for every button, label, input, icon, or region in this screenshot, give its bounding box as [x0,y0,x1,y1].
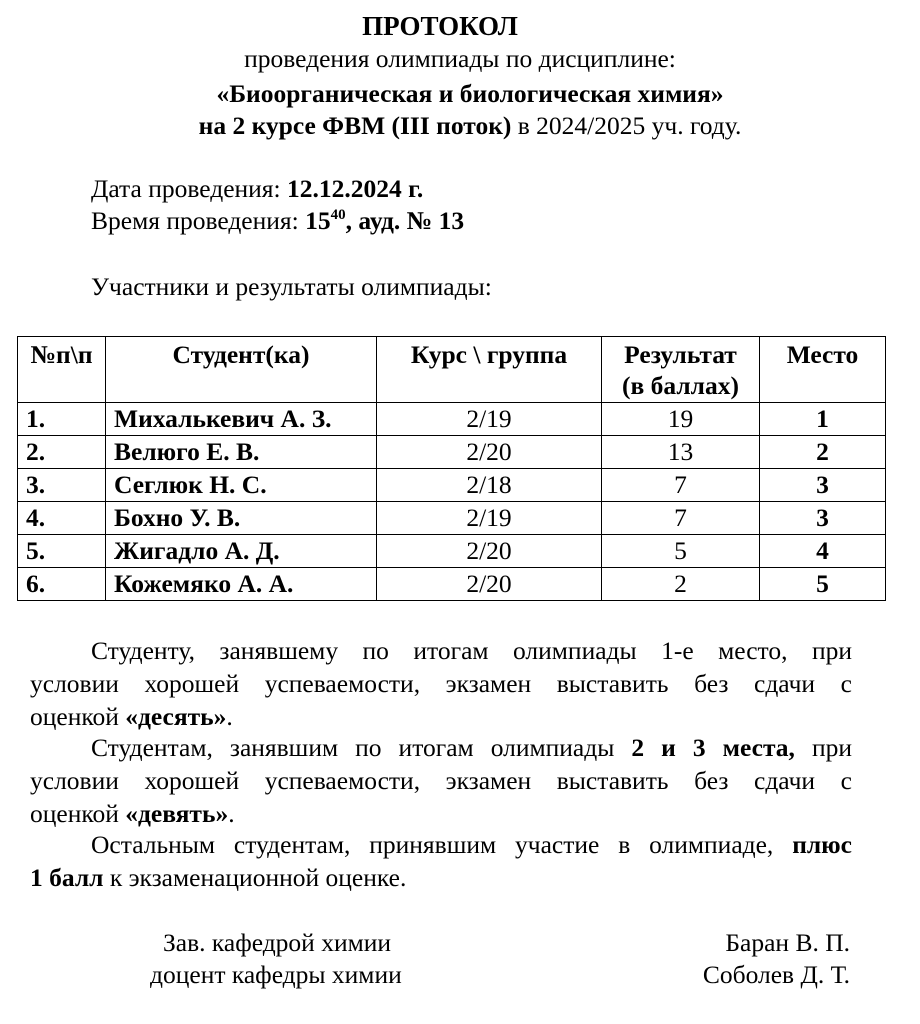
row-group: 2/19 [377,403,602,436]
row-student: Михалькевич А. З. [106,403,377,436]
document-subtitle: проведения олимпиады по дисциплине: [244,44,676,73]
table-row [18,469,886,502]
course-bold: на 2 курсе ФВМ (III поток) [198,111,512,140]
row-group: 2/20 [377,436,602,469]
paragraph-text: к экзаменационной оценке. [103,863,407,892]
row-score: 7 [602,502,760,535]
col-header-result-line2: (в баллах) [622,371,739,400]
row-place: 3 [760,469,886,502]
table-row [18,535,886,568]
row-score: 19 [602,403,760,436]
row-place: 2 [760,436,886,469]
date-label: Дата проведения: [91,174,287,203]
row-score: 5 [602,535,760,568]
time-hour: 15 [305,206,331,235]
time-label: Время проведения: [91,206,306,235]
row-score: 13 [602,436,760,469]
col-header-result-line1: Результат [624,340,737,369]
col-header-place: Место [760,337,886,403]
document-title: ПРОТОКОЛ [362,11,518,41]
row-group: 2/20 [377,568,602,601]
row-place: 4 [760,535,886,568]
participants-heading: Участники и результаты олимпиады: [91,272,492,301]
row-num: 2. [18,436,106,469]
paragraph-second-third-place [30,731,852,830]
paragraph-text: . [228,799,235,828]
paragraph-text: Остальным студентам, принявшим участие в олимпиаде, [91,830,793,859]
one-point-label: 1 балл [30,863,104,892]
table-row [18,568,886,601]
signatory-name-docent: Соболев Д. Т. [702,960,850,989]
time-minutes: 40 [330,207,346,223]
table-row [18,502,886,535]
plus-label: плюс [792,830,852,859]
row-num: 1. [18,403,106,436]
paragraph-line [30,861,852,894]
grade-ten: «десять» [125,702,227,731]
paragraph-line [30,731,852,764]
paragraph-text: Студентам, занявшим по итогам олимпиады [91,733,632,762]
signatory-role-docent: доцент кафедры химии [150,960,402,989]
row-num: 6. [18,568,106,601]
time-room: , ауд. № 13 [345,206,465,235]
signatory-name-head: Баран В. П. [725,928,850,957]
row-student: Сеглюк Н. С. [106,469,377,502]
row-place: 5 [760,568,886,601]
date-value: 12.12.2024 г. [287,174,424,203]
table-row [18,403,886,436]
col-header-num: №п\п [18,337,106,403]
row-student: Кожемяко А. А. [106,568,377,601]
results-table [17,336,886,601]
signatory-role-head: Зав. кафедрой химии [163,928,392,957]
row-place: 3 [760,502,886,535]
paragraph-line [30,700,852,733]
course-year: в 2024/2025 уч. году. [511,111,742,140]
table-row [18,436,886,469]
row-score: 2 [602,568,760,601]
col-header-result [602,337,760,403]
paragraph-other-participants [30,828,852,894]
row-student: Жигадло А. Д. [106,535,377,568]
paragraph-text: оценкой [30,799,126,828]
col-header-group: Курс \ группа [377,337,602,403]
paragraph-line [30,797,852,830]
row-score: 7 [602,469,760,502]
paragraph-line: Студенту, занявшему по итогам олимпиады 1-е место, при [91,636,852,665]
time-line [91,204,464,237]
col-header-student: Студент(ка) [106,337,377,403]
row-num: 4. [18,502,106,535]
discipline-name: «Биоорганическая и биологическая химия» [216,79,724,108]
date-line [91,172,423,205]
row-num: 5. [18,535,106,568]
paragraph-line: условии хорошей успеваемости, экзамен выставить без сдачи с [30,669,852,698]
course-line [0,109,920,142]
table-header-row [18,337,886,403]
row-student: Велюго Е. В. [106,436,377,469]
paragraph-text: оценкой [30,702,126,731]
row-group: 2/20 [377,535,602,568]
row-group: 2/19 [377,502,602,535]
row-group: 2/18 [377,469,602,502]
paragraph-first-place [30,634,852,733]
paragraph-line: условии хорошей успеваемости, экзамен выставить без сдачи с [30,766,852,795]
paragraph-text: при [794,733,852,762]
row-num: 3. [18,469,106,502]
paragraph-text: . [226,702,233,731]
places-two-three: 2 и 3 места, [631,733,795,762]
row-place: 1 [760,403,886,436]
row-student: Бохно У. В. [106,502,377,535]
paragraph-line [30,828,852,861]
grade-nine: «девять» [125,799,229,828]
